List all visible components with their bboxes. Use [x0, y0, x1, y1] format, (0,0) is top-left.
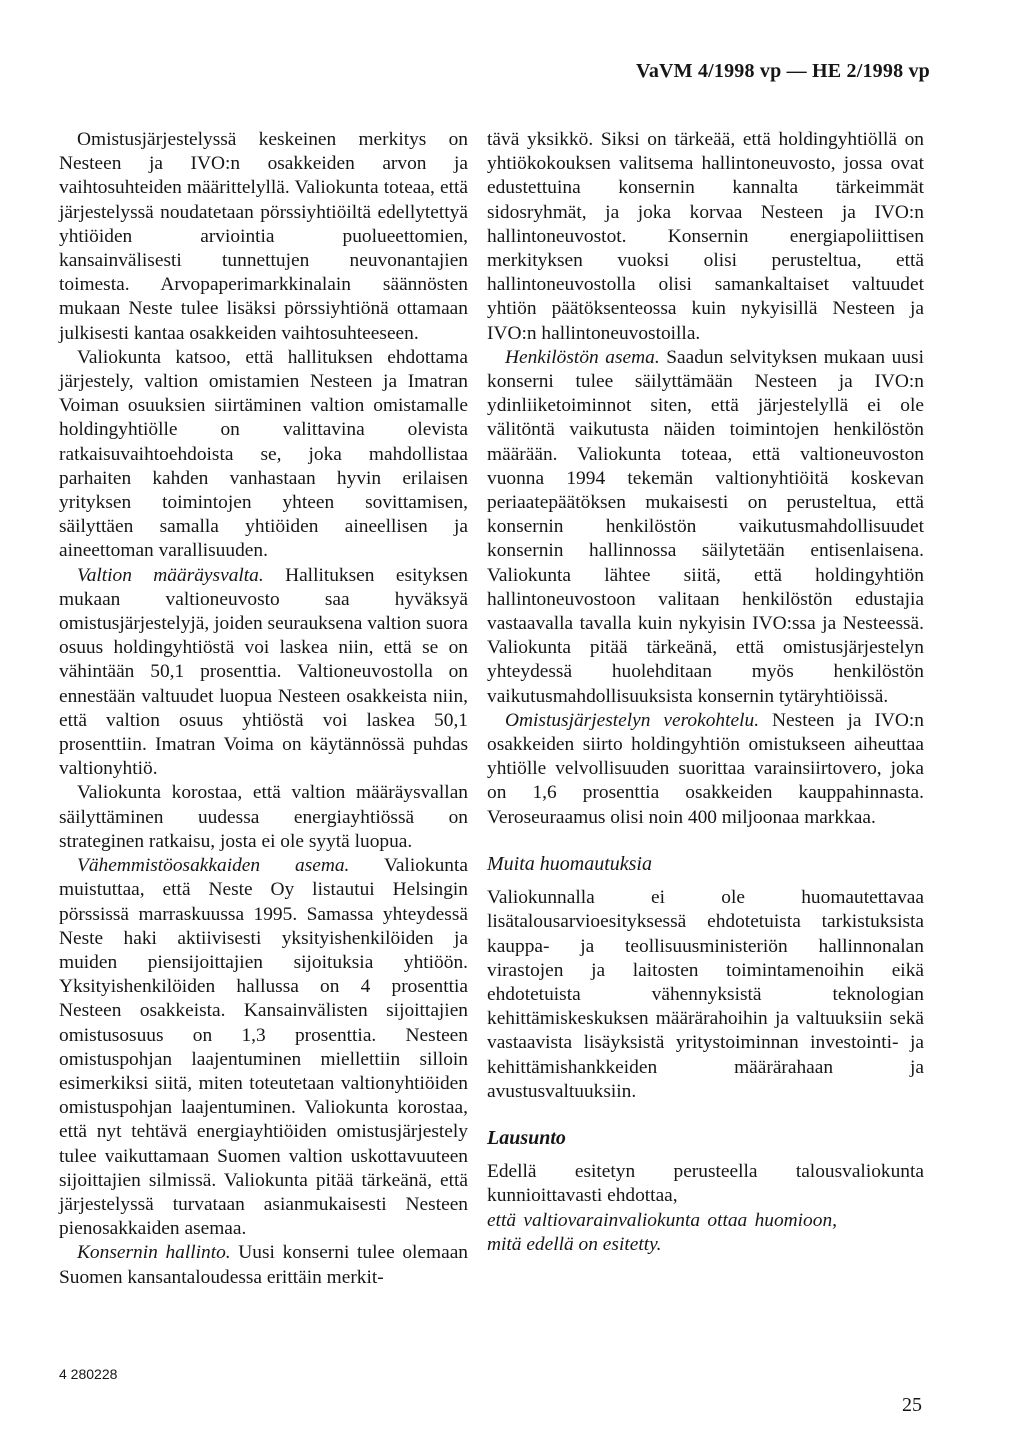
section-heading: Lausunto	[487, 1126, 566, 1149]
paragraph: Valiokunta katsoo, että hallituksen ehdottama järjestely, valtion omistamien Nesteen ja Imatran Voiman osuuksien siirtäminen valtion omistamalle holdingyhtiölle on valittavina olevista ratkaisuvaihtoehdoista se, joka mahdollistaa parhaiten kahden vanhastaan hyvin erilaisen yrityksen toimintojen yhteen sovittamisen, säilyttäen samalla yhtiöiden aineellisen ja aineettoman varallisuuden.	[59, 346, 468, 562]
paragraph-lead: Omistusjärjestelyn verokohtelu.	[505, 709, 760, 731]
paragraph: tävä yksikkö. Siksi on tärkeää, että holdingyhtiöllä on yhtiökokouksen valitsema hallintoneuvosto, jossa ovat edustettuina konsernin kannalta tärkeimmät sidosryhmät, ja joka korvaa Nesteen ja IVO:n hallintoneuvostot. Konsernin energiapoliittisen merkityksen vuoksi olisi perusteltua, että hallintoneuvostolla olisi samankaltaiset valtuudet yhtiön päätöksenteossa kuin nykyisillä Nesteen ja IVO:n hallintoneuvostoilla.	[487, 129, 924, 344]
paragraph	[487, 346, 924, 709]
running-header: VaVM 4/1998 vp — HE 2/1998 vp	[636, 60, 930, 82]
paragraph	[59, 854, 468, 1241]
paragraph-body: Saadun selvityksen mukaan uusi konserni tulee säilyttämään Nesteen ja IVO:n ydinliiketoiminnot siten, että järjestelyllä ei ole välitöntä vaikutusta näiden toimintojen henkilöstön määrään. Valiokunta toteaa, että valtioneuvoston vuonna 1994 tekemän valtionyhtiöitä koskevan periaatepäätöksen mukaisesti on perusteltua, että konsernin henkilöstön vaikutusmahdollisuudet konsernin hallinnossa säilytetään entisenlaisena. Valiokunta lähtee siitä, että holdingyhtiön hallintoneuvostoon valitaan henkilöstön edustajia vastaavalla tavalla kuin nykyisin IVO:ssa ja Nesteessä. Valiokunta pitää tärkeänä, että omistusjärjestelyn yhteydessä huolehditaan myös henkilöstön vaikutusmahdollisuuksista konsernin tytäryhtiöissä.	[487, 346, 924, 707]
paragraph	[59, 1241, 468, 1289]
paragraph	[59, 564, 468, 782]
paragraph-lead: Konsernin hallinto.	[77, 1242, 231, 1264]
paragraph-lead: Henkilöstön asema.	[505, 346, 660, 368]
right-column	[487, 128, 924, 1257]
page-number: 25	[902, 1394, 922, 1416]
paragraph: Valiokunta korostaa, että valtion määräysvallan säilyttäminen uudessa energiayhtiössä on strateginen ratkaisu, josta ei ole syytä luopua.	[59, 782, 468, 852]
paragraph-body: Nesteen ja IVO:n osakkeiden siirto holdingyhtiön omistukseen aiheuttaa yhtiölle velvollisuuden suorittaa varainsiirtovero, joka on 1,6 prosenttia osakkeiden kauppahinnasta. Veroseuraamus olisi noin 400 miljoonaa markkaa.	[487, 709, 924, 828]
paragraph: Valiokunnalla ei ole huomautettavaa lisätalousarvioesityksessä ehdotetuista tarkistuksista kauppa- ja teollisuusministeriön hallinnonalan virastojen ja laitosten toimintamenoihin eikä ehdotetuista vähennyksistä teknologian kehittämiskeskuksen määrärahoihin ja valtuuksiin sekä vastaavista lisäyksistä yritystoiminnan investointi- ja kehittämishankkeiden määrärahaan ja avustusvaltuuksiin.	[487, 887, 924, 1102]
paragraph	[487, 709, 924, 830]
left-column	[59, 128, 468, 1290]
proposal-text: että valtiovarainvaliokunta ottaa huomioon, mitä edellä on esitetty.	[487, 1209, 837, 1255]
paragraph: Omistusjärjestelyssä keskeinen merkitys on Nesteen ja IVO:n osakkeiden arvon ja vaihtosuhteiden määrittelyllä. Valiokunta toteaa, että järjestelyssä noudatetaan pörssiyhtiöiltä edellytettyä yhtiöiden arviointia puolueettomien, kansainvälisesti tunnettujen neuvonantajien toimesta. Arvopaperimarkkinalain säännösten mukaan Neste tulee lisäksi pörssiyhtiönä ottamaan julkisesti kantaa osakkeiden vaihtosuhteeseen.	[59, 129, 468, 344]
paragraph: Edellä esitetyn perusteella talousvaliokunta kunnioittavasti ehdottaa,	[487, 1161, 924, 1207]
paragraph-body: Valiokunta muistuttaa, että Neste Oy listautui Helsingin pörssissä marraskuussa 1995. Samassa yhteydessä Neste haki aktiivisesti yksityishenkilöiden ja muiden piensijoittajien sijoituksia yhtiöön. Yksityishenkilöiden hallussa on 4 prosenttia Nesteen osakkeista. Kansainvälisten sijoittajien omistusosuus on 1,3 prosenttia. Nesteen omistuspohjan laajentuminen miellettiin silloin esimerkiksi siitä, miten toteutetaan valtionyhtiöiden omistuspohjan laajentuminen. Valiokunta korostaa, että nyt tehtävä energiayhtiöiden omistusjärjestely tulee vaikuttamaan Suomen valtion uskottavuuteen sijoittajien silmissä. Valiokunta pitää tärkeänä, että järjestelyssä turvataan asianmukaisesti Nesteen pienosakkaiden asemaa.	[59, 855, 468, 1240]
paragraph-body: Hallituksen esityksen mukaan valtioneuvosto saa hyväksyä omistusjärjestelyjä, joiden seurauksena valtion suora osuus holdingyhtiöstä voi laskea niin, että se on vähintään 50,1 prosenttia. Valtioneuvostolla on ennestään valtuudet luopua Nesteen osakkeista niin, että valtion osuus yhtiöstä voi laskea 50,1 prosenttiin. Imatran Voima on käytännössä puhdas valtionyhtiö.	[59, 564, 468, 780]
print-code: 4 280228	[59, 1366, 118, 1382]
paragraph-lead: Valtion määräysvalta.	[77, 564, 264, 586]
paragraph-lead: Vähemmistöosakkaiden asema.	[77, 855, 350, 877]
section-heading: Muita huomautuksia	[487, 852, 652, 875]
paragraph-body: Uusi konserni tulee olemaan Suomen kansantaloudessa erittäin merkit-	[59, 1242, 469, 1288]
